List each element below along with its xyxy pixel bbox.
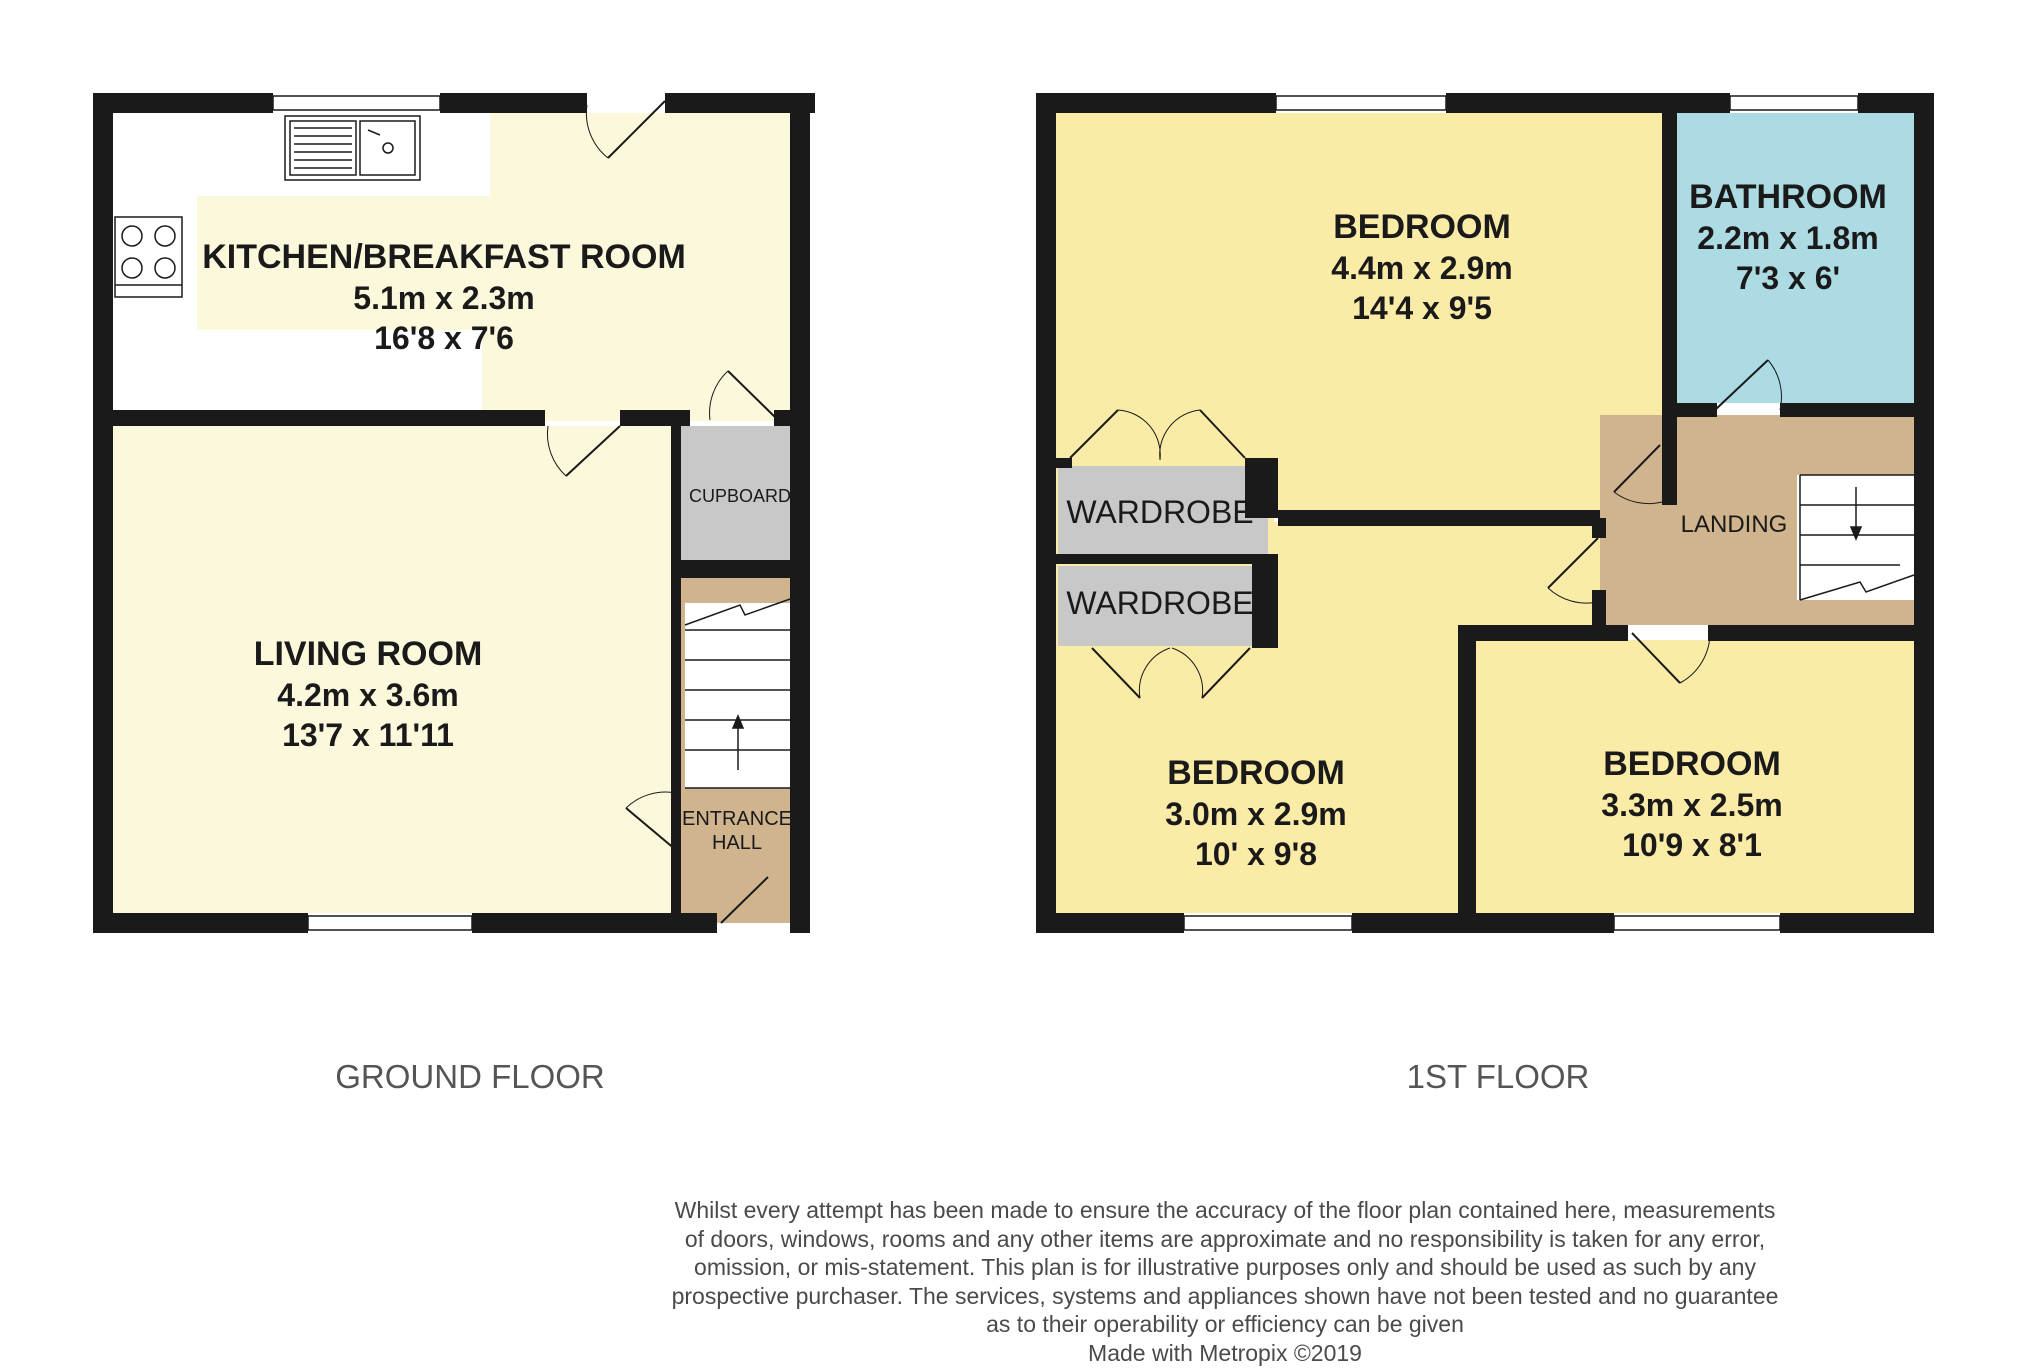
living-room-metric: 4.2m x 3.6m [277,677,459,713]
bathroom-imperial: 7'3 x 6' [1735,260,1841,296]
kitchen-metric: 5.1m x 2.3m [353,280,535,316]
landing-label: LANDING [1680,511,1788,538]
disclaimer-line: of doors, windows, rooms and any other items are approximate and no responsibility is taken for any error, [684,1225,1766,1252]
bedroom-1-name: BEDROOM [1333,208,1511,246]
bedroom-3-name: BEDROOM [1603,745,1781,783]
entrance-hall-label-2: HALL [711,832,763,854]
disclaimer-line: prospective purchaser. The services, systems and appliances shown have not been tested and no guarantee [671,1282,1779,1309]
cupboard-label: CUPBOARD [688,486,792,506]
bathroom-metric: 2.2m x 1.8m [1697,220,1879,256]
bedroom-2-imperial: 10' x 9'8 [1195,836,1317,872]
living-room-name: LIVING ROOM [253,635,483,673]
metropix-credit: Made with Metropix ©2019 [1088,1339,1362,1366]
disclaimer [560,1196,1890,1367]
bedroom-2-metric: 3.0m x 2.9m [1165,796,1347,832]
hob-icon [115,217,182,297]
entrance-hall-label-1: ENTRANCE [681,808,793,830]
disclaimer-line: Whilst every attempt has been made to ensure the accuracy of the floor plan contained here, measurements [674,1197,1776,1223]
wardrobe-1-label: WARDROBE [1066,494,1254,530]
disclaimer-line: omission, or mis-statement. This plan is for illustrative purposes only and should be used as such by any [694,1254,1756,1280]
first-floor-label: 1ST FLOOR [1406,1058,1590,1095]
disclaimer-line: as to their operability or efficiency can be given [986,1311,1464,1337]
bedroom-1-imperial: 14'4 x 9'5 [1352,290,1492,326]
bedroom-2-name: BEDROOM [1167,754,1345,792]
bedroom-1-metric: 4.4m x 2.9m [1331,250,1513,286]
kitchen-name: KITCHEN/BREAKFAST ROOM [202,238,686,276]
bathroom-name: BATHROOM [1689,178,1887,216]
bedroom-3-metric: 3.3m x 2.5m [1601,787,1783,823]
sink-icon [285,116,420,180]
bathroom-fill [1677,113,1914,403]
wardrobe-2-label: WARDROBE [1066,585,1254,621]
bedroom-3-imperial: 10'9 x 8'1 [1622,827,1762,863]
ground-floor-plan [93,93,815,933]
living-room-imperial: 13'7 x 11'11 [282,717,454,753]
kitchen-imperial: 16'8 x 7'6 [374,320,514,356]
ground-floor-label: GROUND FLOOR [335,1058,605,1095]
